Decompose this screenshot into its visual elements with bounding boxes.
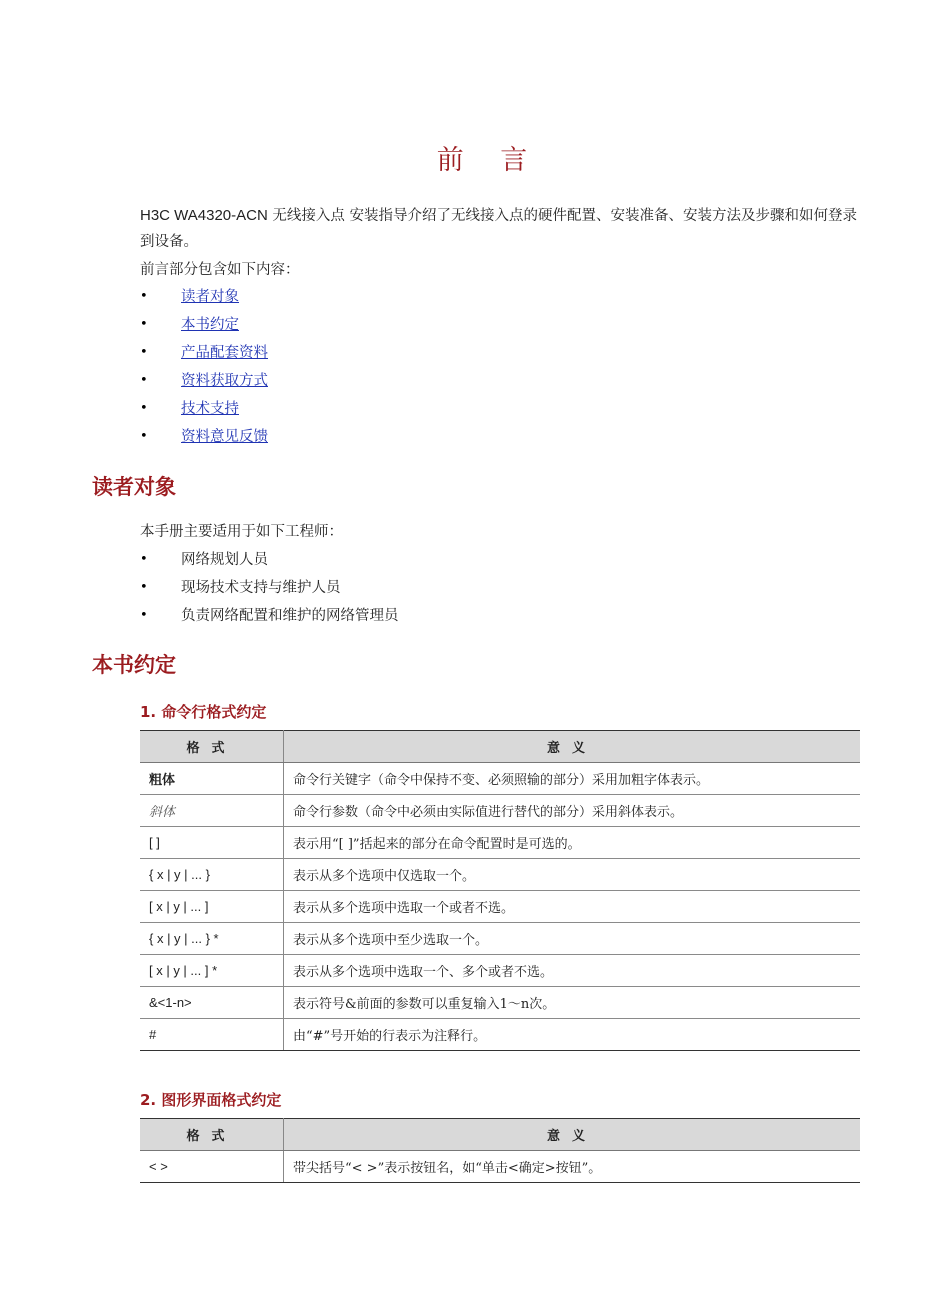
- subheading-gui-conventions: 2. 图形界面格式约定: [140, 1091, 282, 1109]
- format-cell: [ x | y | ... ] *: [140, 955, 284, 987]
- toc-link-tech-support[interactable]: 技术支持: [181, 401, 239, 417]
- table-row: [140, 1151, 860, 1183]
- table-row: [140, 955, 860, 987]
- meaning-cell: 表示从多个选项中选取一个或者不选。: [284, 891, 861, 923]
- product-name: H3C WA4320-ACN: [140, 207, 268, 224]
- audience-item: [140, 546, 399, 574]
- format-cell: < >: [140, 1151, 284, 1183]
- format-cell: &<1-n>: [140, 987, 284, 1019]
- section-heading-conventions: 本书约定: [92, 653, 176, 677]
- cli-conventions-table: [140, 730, 860, 1051]
- format-cell: { x | y | ... }: [140, 859, 284, 891]
- audience-item-label: 现场技术支持与维护人员: [181, 580, 341, 596]
- meaning-cell: 表示从多个选项中选取一个、多个或者不选。: [284, 955, 861, 987]
- table-row: [140, 987, 860, 1019]
- table-row: [140, 763, 860, 795]
- contents-lead: 前言部分包含如下内容：: [140, 262, 300, 278]
- column-header-meaning: 意义: [284, 731, 861, 763]
- format-cell: 斜体: [140, 795, 284, 827]
- column-header-format: 格式: [140, 1119, 284, 1151]
- intro-text: 无线接入点 安装指导介绍了无线接入点的硬件配置、安装准备、安装方法及步骤和如何登录到设备。: [140, 208, 858, 250]
- toc-item: [140, 423, 268, 451]
- meaning-cell: 由“#”号开始的行表示为注释行。: [284, 1019, 861, 1051]
- toc-item: [140, 283, 268, 311]
- format-cell: #: [140, 1019, 284, 1051]
- audience-item-label: 网络规划人员: [181, 552, 268, 568]
- bullet-icon: •: [140, 373, 148, 388]
- bullet-icon: •: [140, 608, 148, 623]
- meaning-cell: 命令行参数（命令中必须由实际值进行替代的部分）采用斜体表示。: [284, 795, 861, 827]
- toc-item: [140, 395, 268, 423]
- bullet-icon: •: [140, 345, 148, 360]
- audience-item-label: 负责网络配置和维护的网络管理员: [181, 608, 399, 624]
- toc-link-readers[interactable]: 读者对象: [181, 289, 239, 305]
- bullet-icon: •: [140, 429, 148, 444]
- format-cell: { x | y | ... } *: [140, 923, 284, 955]
- toc-link-feedback[interactable]: 资料意见反馈: [181, 429, 268, 445]
- table-row: [140, 891, 860, 923]
- table-header-row: [140, 1119, 860, 1151]
- table-header-row: [140, 731, 860, 763]
- bullet-icon: •: [140, 401, 148, 416]
- toc-list: [140, 283, 268, 451]
- table-row: [140, 859, 860, 891]
- intro-paragraph: [140, 203, 860, 255]
- format-cell: [ ]: [140, 827, 284, 859]
- meaning-cell: 表示符号&前面的参数可以重复输入1～n次。: [284, 987, 861, 1019]
- column-header-meaning: 意义: [284, 1119, 861, 1151]
- audience-item: [140, 574, 399, 602]
- column-header-format: 格式: [140, 731, 284, 763]
- bullet-icon: •: [140, 580, 148, 595]
- bullet-icon: •: [140, 289, 148, 304]
- toc-link-product-docs[interactable]: 产品配套资料: [181, 345, 268, 361]
- bullet-icon: •: [140, 317, 148, 332]
- meaning-cell: 表示从多个选项中仅选取一个。: [284, 859, 861, 891]
- toc-item: [140, 367, 268, 395]
- meaning-cell: 表示用“[ ]”括起来的部分在命令配置时是可选的。: [284, 827, 861, 859]
- gui-conventions-table: [140, 1118, 860, 1183]
- format-cell: 粗体: [140, 763, 284, 795]
- section-heading-readers: 读者对象: [92, 475, 176, 499]
- subheading-cli-conventions: 1. 命令行格式约定: [140, 703, 267, 721]
- toc-link-obtaining-docs[interactable]: 资料获取方式: [181, 373, 268, 389]
- toc-item: [140, 311, 268, 339]
- bullet-icon: •: [140, 552, 148, 567]
- table-row: [140, 827, 860, 859]
- table-row: [140, 795, 860, 827]
- toc-item: [140, 339, 268, 367]
- meaning-cell: 命令行关键字（命令中保持不变、必须照输的部分）采用加粗字体表示。: [284, 763, 861, 795]
- meaning-cell: 表示从多个选项中至少选取一个。: [284, 923, 861, 955]
- table-row: [140, 923, 860, 955]
- toc-link-conventions[interactable]: 本书约定: [181, 317, 239, 333]
- audience-lead: 本手册主要适用于如下工程师：: [140, 524, 343, 540]
- format-cell: [ x | y | ... ]: [140, 891, 284, 923]
- page-title: 前 言: [436, 145, 542, 176]
- audience-list: [140, 546, 399, 630]
- audience-item: [140, 602, 399, 630]
- table-row: [140, 1019, 860, 1051]
- meaning-cell: 带尖括号“< >”表示按钮名，如“单击<确定>按钮”。: [284, 1151, 861, 1183]
